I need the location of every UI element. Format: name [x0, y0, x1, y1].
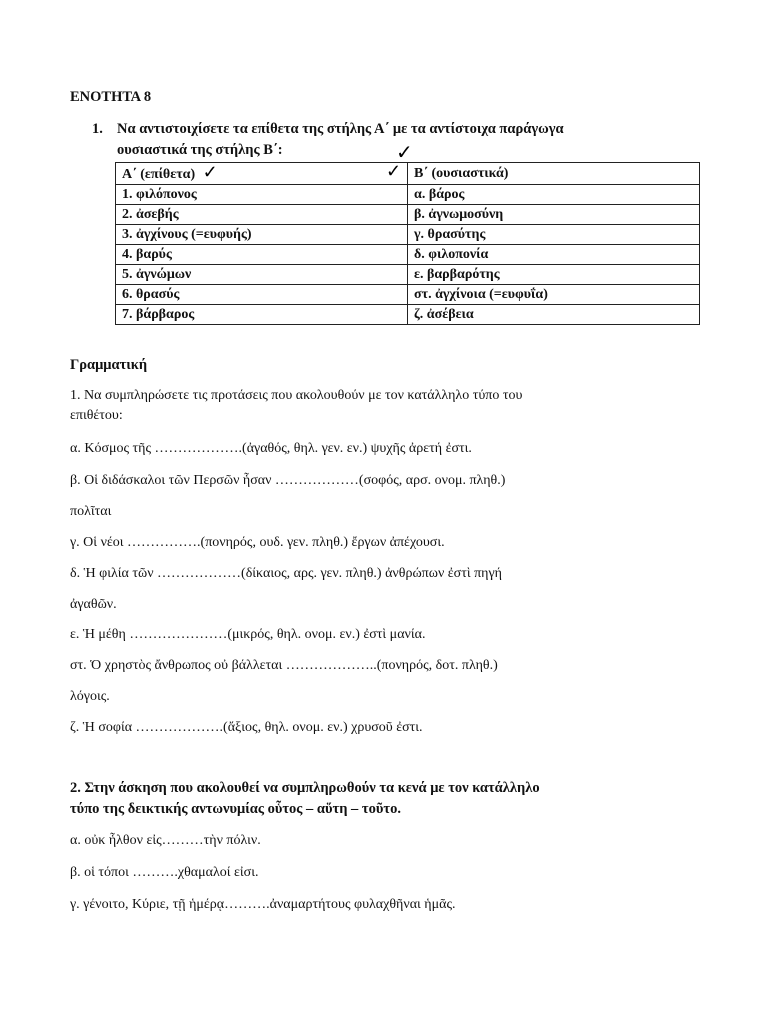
column-b-header-label: Β΄ (ουσιαστικά) — [414, 166, 509, 181]
noun-cell: γ. θρασύτης — [408, 225, 700, 245]
table-header-row — [116, 163, 700, 185]
grammar-heading: Γραμματική — [70, 357, 148, 373]
unit-title: ΕΝΟΤΗΤΑ 8 — [70, 89, 152, 105]
grammar-instruction-line2: επιθέτου: — [70, 408, 123, 423]
table-row — [116, 285, 700, 305]
grammar-sentence: δ. Ἡ φιλία τῶν ………………(δίκαιος, αρς. γεν. πληθ.) ἀνθρώπων ἐστὶ πηγή — [70, 566, 502, 581]
grammar-instruction-line1: 1. Να συμπληρώσετε τις προτάσεις που ακολουθούν με τον κατάλληλο τύπο του — [70, 388, 523, 403]
table-row — [116, 185, 700, 205]
grammar-sentence: α. Κόσμος τῆς ……………….(ἀγαθός, θηλ. γεν. εν.) ψυχῆς ἀρετή ἐστι. — [70, 441, 472, 456]
exercise2-sentence: α. οὐκ ἦλθον εἰς………τὴν πόλιν. — [70, 833, 261, 848]
exercise2-sentence: γ. γένοιτο, Κύριε, τῇ ἡμέρᾳ……….ἀναμαρτήτους φυλαχθῆναι ἡμᾶς. — [70, 897, 456, 912]
noun-cell: στ. ἀγχίνοια (=ευφυΐα) — [408, 285, 700, 305]
adjective-cell: 2. ἀσεβής — [116, 205, 408, 225]
matching-table — [115, 162, 700, 325]
grammar-sentence: γ. Οἱ νέοι …………….(πονηρός, ουδ. γεν. πληθ.) ἔργων ἀπέχουσι. — [70, 535, 445, 550]
exercise1-instruction-line2: ουσιαστικά της στήλης Β΄: — [117, 142, 283, 158]
exercise2-instruction-line1: 2. Στην άσκηση που ακολουθεί να συμπληρωθούν τα κενά με τον κατάλληλο — [70, 780, 540, 796]
grammar-sentence: ε. Ἡ μέθη …………………(μικρός, θηλ. ονομ. εν.) ἐστὶ μανία. — [70, 627, 426, 642]
adjective-cell: 5. ἀγνώμων — [116, 265, 408, 285]
noun-cell: ζ. ἀσέβεια — [408, 305, 700, 325]
exercise1-number: 1. — [92, 121, 103, 137]
check-mark-icon: ✓ — [386, 161, 402, 181]
adjective-cell: 3. ἀγχίνους (=ευφυής) — [116, 225, 408, 245]
exercise2-instruction-line2: τύπο της δεικτικής αντωνυμίας οὗτος – αὕτη – τοῦτο. — [70, 801, 401, 817]
grammar-sentence: ζ. Ἡ σοφία ……………….(ἄξιος, θηλ. ονομ. εν.) χρυσοῦ ἐστι. — [70, 720, 423, 735]
grammar-sentence: στ. Ὁ χρηστὸς ἄνθρωπος οὐ βάλλεται ………………..(πονηρός, δοτ. πληθ.) — [70, 658, 498, 673]
table-row — [116, 205, 700, 225]
exercise1-instruction-line1: Να αντιστοιχίσετε τα επίθετα της στήλης Α΄ με τα αντίστοιχα παράγωγα — [117, 121, 564, 137]
column-a-header-label: Α΄ (επίθετα) — [122, 167, 196, 182]
table-row — [116, 245, 700, 265]
adjective-cell: 1. φιλόπονος — [116, 185, 408, 205]
grammar-sentence: β. Οἱ διδάσκαλοι τῶν Περσῶν ἦσαν ………………(σοφός, αρσ. ονομ. πληθ.) — [70, 473, 506, 488]
column-a-header — [116, 163, 408, 185]
noun-cell: δ. φιλοπονία — [408, 245, 700, 265]
grammar-sentence-continuation: πολῖται — [70, 504, 112, 519]
exercise2-sentence: β. οἱ τόποι ……….χθαμαλοί εἰσι. — [70, 865, 259, 880]
table-row — [116, 265, 700, 285]
table-row — [116, 305, 700, 325]
adjective-cell: 6. θρασύς — [116, 285, 408, 305]
table-row — [116, 225, 700, 245]
grammar-sentence-continuation: λόγοις. — [70, 689, 110, 704]
adjective-cell: 7. βάρβαρος — [116, 305, 408, 325]
noun-cell: β. ἀγνωμοσύνη — [408, 205, 700, 225]
check-mark-icon: ✓ — [202, 162, 218, 182]
adjective-cell: 4. βαρύς — [116, 245, 408, 265]
noun-cell: α. βάρος — [408, 185, 700, 205]
column-b-header — [386, 161, 700, 185]
check-mark-icon: ✓ — [396, 142, 413, 164]
grammar-sentence-continuation: ἀγαθῶν. — [70, 597, 117, 612]
noun-cell: ε. βαρβαρότης — [408, 265, 700, 285]
